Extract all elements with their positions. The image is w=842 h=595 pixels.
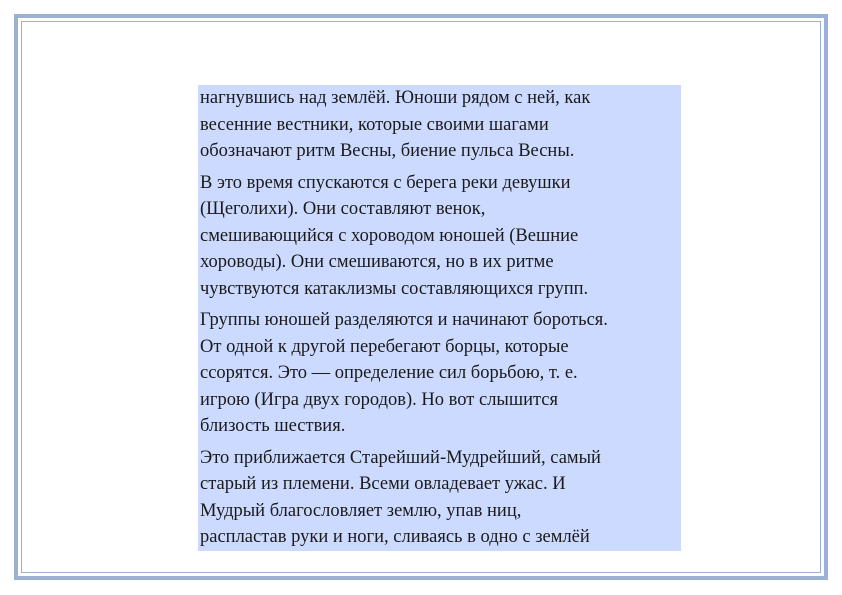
paragraph: нагнувшись над землёй. Юноши рядом с ней, как весенние вестники, которые своими шагами обозначают ритм Весны, биение пульса Весны. [200,88,591,161]
paragraph: Это приближается Старейший-Мудрейший, самый старый из племени. Всеми овладевает ужас. И Мудрый благословляет землю, упав ниц, распластав руки и ноги, сливаясь в одно с землёй [200,447,601,547]
paragraph: В это время спускаются с берега реки девушки (Щеголихи). Они составляют венок, смешивающийся с хороводом юношей (Вешние хороводы). Они смешиваются, но в их ритме чувствуются катаклизмы составляющихся групп. [200,172,589,299]
paragraph: Группы юношей разделяются и начинают бороться. От одной к другой перебегают борцы, которые ссорятся. Это — определение сил борьбою, т. е. игрою (Игра двух городов). Но вот слышится близость шествия. [200,310,608,436]
text-block [198,85,681,551]
